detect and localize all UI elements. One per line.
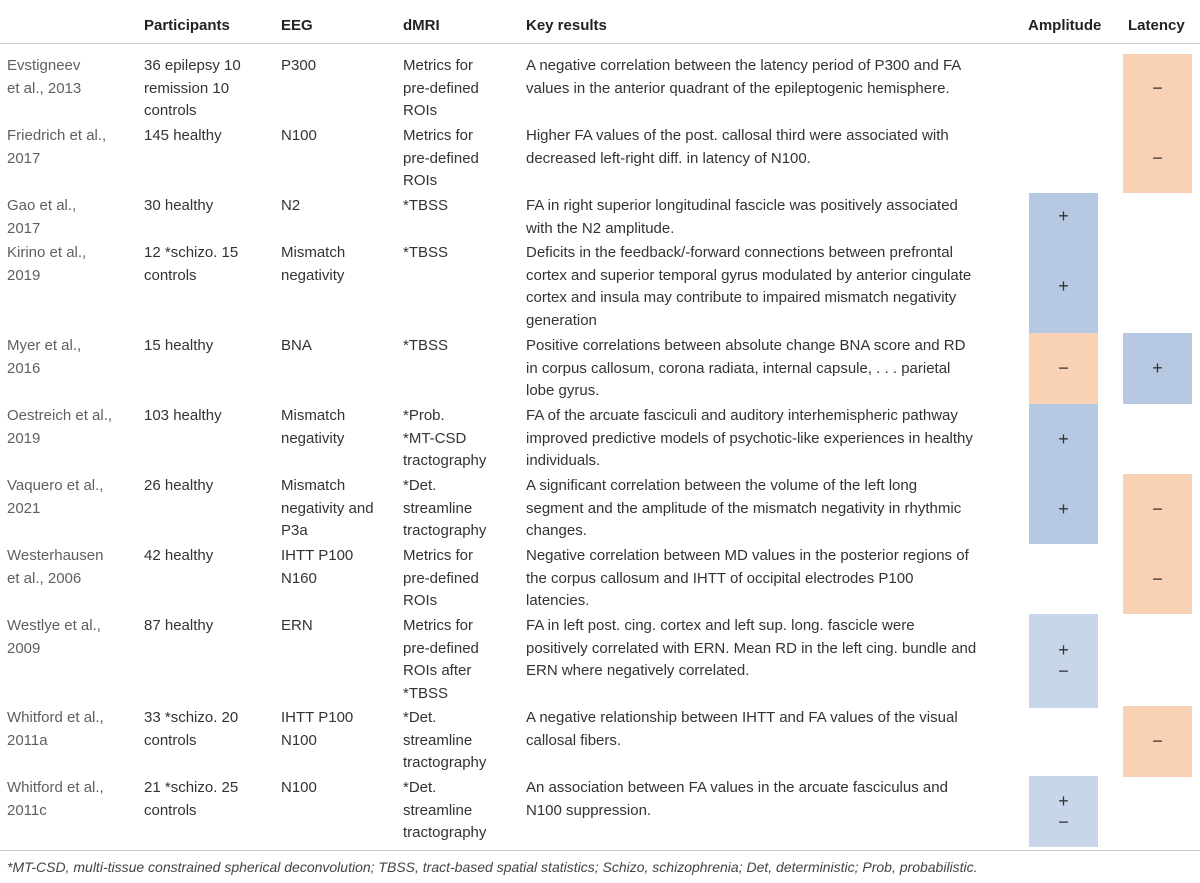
dmri-cell — [403, 545, 479, 613]
key-results-cell-line: FA in left post. cing. cortex and left sup. long. fascicle were — [526, 617, 915, 634]
dmri-cell — [403, 777, 486, 845]
eeg-cell-line: Mismatch — [281, 407, 346, 424]
bottom-rule — [0, 850, 1200, 851]
amplitude-effect — [1029, 240, 1098, 333]
participants-cell-line: 103 healthy — [144, 407, 222, 424]
dmri-cell — [403, 242, 448, 265]
study-cell — [7, 777, 104, 822]
participants-cell — [144, 125, 222, 148]
table-row — [0, 195, 1200, 242]
positive-sign: + — [1058, 428, 1069, 449]
key-results-cell-line: An association between FA values in the arcuate fasciculus and — [526, 779, 948, 796]
positive-sign: + — [1152, 358, 1163, 378]
eeg-cell-line: N160 — [281, 569, 317, 587]
key-results-cell — [526, 55, 961, 100]
study-cell — [7, 125, 106, 170]
dmri-cell-line: streamline — [403, 731, 473, 749]
study-cell-line: 2017 — [7, 219, 41, 237]
key-results-cell-line: FA in right superior longitudinal fascicle was positively associated — [526, 197, 958, 214]
table-header — [0, 0, 1200, 43]
study-cell-line: Westerhausen — [7, 547, 104, 564]
key-results-cell — [526, 475, 961, 543]
dmri-cell-line: *MT-CSD — [403, 429, 467, 447]
key-results-cell-line: A significant correlation between the volume of the left long — [526, 477, 918, 494]
study-cell-line: 2019 — [7, 266, 41, 284]
table-row — [0, 707, 1200, 777]
table-row — [0, 545, 1200, 615]
dmri-cell — [403, 335, 448, 358]
key-results-cell — [526, 195, 958, 240]
negative-sign: − — [1152, 498, 1163, 519]
eeg-cell — [281, 615, 313, 638]
header-dmri: dMRI — [403, 17, 440, 34]
key-results-cell — [526, 125, 949, 170]
header-rule — [0, 43, 1200, 44]
study-cell-line: Myer et al., — [7, 337, 82, 354]
participants-cell-line: 15 healthy — [144, 337, 214, 354]
key-results-cell-line: Positive correlations between absolute change BNA score and RD — [526, 337, 966, 354]
participants-cell — [144, 195, 213, 218]
dmri-cell — [403, 195, 448, 218]
eeg-cell — [281, 405, 345, 450]
participants-cell-line: 145 healthy — [144, 127, 222, 144]
key-results-cell — [526, 545, 969, 613]
dmri-cell-line: pre-defined — [403, 569, 479, 587]
dmri-cell — [403, 405, 486, 473]
participants-cell — [144, 475, 213, 498]
dmri-cell-line: *Det. — [403, 477, 437, 494]
study-cell — [7, 475, 103, 520]
study-cell — [7, 242, 86, 287]
study-cell-line: Friedrich et al., — [7, 127, 107, 144]
key-results-cell — [526, 777, 948, 822]
key-results-cell-line: latencies. — [526, 592, 590, 609]
key-results-cell-line: individuals. — [526, 452, 601, 469]
dmri-cell-line: pre-defined — [403, 79, 479, 97]
study-cell-line: et al., 2006 — [7, 569, 82, 587]
dmri-cell-line: tractography — [403, 754, 487, 771]
latency-effect — [1123, 544, 1192, 614]
key-results-cell — [526, 335, 965, 403]
negative-sign: − — [1152, 147, 1163, 168]
negative-sign: − — [1058, 358, 1069, 378]
eeg-cell-line: BNA — [281, 337, 312, 354]
eeg-cell-line: Mismatch — [281, 244, 346, 261]
negative-sign: − — [1058, 811, 1069, 832]
negative-sign: − — [1058, 661, 1069, 681]
study-cell-line: Whitford et al., — [7, 779, 104, 796]
eeg-cell-line: P300 — [281, 57, 317, 74]
latency-effect — [1123, 54, 1192, 123]
study-cell-line: 2011a — [7, 731, 48, 749]
table-row — [0, 55, 1200, 125]
amplitude-effect — [1029, 333, 1098, 404]
table-row — [0, 335, 1200, 405]
positive-sign: + — [1058, 276, 1069, 296]
negative-sign: − — [1152, 731, 1163, 751]
eeg-cell — [281, 475, 374, 543]
key-results-cell-line: segment and the amplitude of the mismatch negativity in rhythmic — [526, 499, 962, 517]
participants-cell-line: 21 *schizo. 25 — [144, 779, 239, 796]
key-results-cell-line: ERN where negatively correlated. — [526, 662, 750, 679]
participants-cell — [144, 615, 213, 638]
dmri-cell-line: pre-defined — [403, 639, 479, 657]
participants-cell-line: 42 healthy — [144, 547, 214, 564]
amplitude-effect — [1029, 776, 1098, 847]
participants-cell — [144, 242, 238, 287]
eeg-cell-line: IHTT P100 — [281, 547, 354, 564]
participants-cell-line: controls — [144, 801, 197, 819]
dmri-cell-line: tractography — [403, 824, 487, 841]
dmri-cell-line: ROIs — [403, 102, 438, 119]
participants-cell-line: 26 healthy — [144, 477, 214, 494]
dmri-cell — [403, 615, 479, 705]
participants-cell-line: remission 10 — [144, 79, 230, 97]
key-results-cell-line: cortex and superior temporal gyrus modulated by anterior cingulate — [526, 266, 972, 284]
study-cell-line: 2017 — [7, 149, 41, 167]
negative-sign: − — [1152, 78, 1163, 98]
participants-cell — [144, 405, 222, 428]
dmri-cell-line: streamline — [403, 801, 473, 819]
study-cell-line: 2019 — [7, 429, 41, 447]
key-results-cell-line: decreased left-right diff. in latency of N100. — [526, 149, 811, 167]
participants-cell-line: controls — [144, 102, 197, 119]
table-row — [0, 125, 1200, 195]
study-cell — [7, 195, 76, 240]
dmri-cell-line: ROIs — [403, 172, 438, 189]
table-row — [0, 242, 1200, 335]
positive-sign: + — [1058, 790, 1069, 811]
latency-effect — [1123, 123, 1192, 193]
participants-cell — [144, 335, 213, 358]
key-results-cell — [526, 405, 973, 473]
dmri-cell-line: *TBSS — [403, 684, 449, 702]
dmri-cell-line: *Det. — [403, 709, 437, 726]
key-results-cell-line: positively correlated with ERN. Mean RD in the left cing. bundle and — [526, 639, 977, 657]
amplitude-effect — [1029, 193, 1098, 240]
dmri-cell-line: tractography — [403, 452, 487, 469]
eeg-cell-line: ERN — [281, 617, 313, 634]
study-cell-line: Gao et al., — [7, 197, 77, 214]
eeg-cell-line: Mismatch — [281, 477, 346, 494]
eeg-cell-line: N2 — [281, 197, 301, 214]
eeg-cell — [281, 242, 345, 287]
eeg-cell-line: IHTT P100 — [281, 709, 354, 726]
key-results-cell — [526, 615, 976, 683]
dmri-cell-line: Metrics for — [403, 617, 474, 634]
key-results-cell-line: A negative correlation between the latency period of P300 and FA — [526, 57, 962, 74]
key-results-cell-line: FA of the arcuate fasciculi and auditory interhemispheric pathway — [526, 407, 958, 424]
key-results-cell — [526, 242, 971, 332]
amplitude-effect — [1029, 474, 1098, 544]
amplitude-effect — [1029, 614, 1098, 708]
dmri-cell — [403, 55, 479, 123]
header-key-results: Key results — [526, 17, 607, 34]
participants-cell — [144, 545, 213, 568]
dmri-cell-line: *TBSS — [403, 337, 449, 354]
study-cell — [7, 615, 101, 660]
dmri-cell-line: streamline — [403, 499, 473, 517]
key-results-cell-line: callosal fibers. — [526, 731, 622, 749]
study-cell-line: 2009 — [7, 639, 41, 657]
dmri-cell-line: ROIs — [403, 592, 438, 609]
participants-cell-line: 30 healthy — [144, 197, 214, 214]
key-results-cell-line: lobe gyrus. — [526, 382, 600, 399]
key-results-cell-line: cortex and insula may contribute to impaired mismatch negativity — [526, 289, 957, 306]
positive-sign: + — [1058, 498, 1069, 519]
eeg-cell-line: N100 — [281, 731, 317, 749]
study-cell — [7, 55, 81, 100]
participants-cell-line: 87 healthy — [144, 617, 214, 634]
table-row — [0, 615, 1200, 707]
key-results-cell-line: in corpus callosum, corona radiata, internal capsule, . . . parietal — [526, 359, 951, 377]
participants-cell-line: 33 *schizo. 20 — [144, 709, 239, 726]
key-results-cell — [526, 707, 958, 752]
study-cell-line: Westlye et al., — [7, 617, 101, 634]
participants-cell-line: 12 *schizo. 15 — [144, 244, 239, 261]
header-latency: Latency — [1128, 17, 1185, 34]
header-amplitude: Amplitude — [1028, 17, 1102, 34]
participants-cell-line: controls — [144, 266, 197, 284]
study-cell-line: 2021 — [7, 499, 41, 517]
positive-sign: + — [1058, 206, 1069, 226]
eeg-cell — [281, 777, 317, 800]
key-results-cell-line: generation — [526, 311, 597, 329]
latency-effect — [1123, 706, 1192, 777]
eeg-cell — [281, 335, 312, 358]
key-results-cell-line: N100 suppression. — [526, 801, 652, 819]
latency-effect — [1123, 474, 1192, 544]
study-cell — [7, 335, 81, 380]
study-cell-line: Oestreich et al., — [7, 407, 113, 424]
key-results-cell-line: improved predictive models of psychotic-like experiences in healthy — [526, 429, 973, 447]
header-eeg: EEG — [281, 17, 313, 34]
table-row — [0, 475, 1200, 545]
dmri-cell-line: *TBSS — [403, 197, 449, 214]
eeg-cell-line: P3a — [281, 522, 308, 539]
key-results-cell-line: with the N2 amplitude. — [526, 219, 675, 237]
dmri-cell-line: *Det. — [403, 779, 437, 796]
negative-sign: − — [1152, 568, 1163, 589]
study-cell — [7, 707, 104, 752]
eeg-cell — [281, 195, 300, 218]
study-cell-line: et al., 2013 — [7, 79, 82, 97]
eeg-cell-line: negativity and — [281, 499, 374, 517]
study-cell — [7, 405, 112, 450]
eeg-cell-line: negativity — [281, 429, 345, 447]
participants-cell-line: controls — [144, 731, 197, 749]
eeg-cell — [281, 545, 353, 590]
participants-cell-line: 36 epilepsy 10 — [144, 57, 241, 74]
dmri-cell — [403, 475, 486, 543]
amplitude-effect — [1029, 404, 1098, 474]
positive-sign: + — [1058, 640, 1069, 660]
key-results-cell-line: values in the anterior quadrant of the epileptogenic hemisphere. — [526, 79, 950, 97]
dmri-cell-line: ROIs after — [403, 662, 472, 679]
study-cell-line: Evstigneev — [7, 57, 81, 74]
dmri-cell-line: Metrics for — [403, 127, 474, 144]
study-cell-line: Whitford et al., — [7, 709, 104, 726]
key-results-cell-line: Negative correlation between MD values in the posterior regions of — [526, 547, 969, 564]
eeg-cell — [281, 55, 316, 78]
eeg-cell-line: N100 — [281, 779, 317, 796]
key-results-cell-line: changes. — [526, 522, 587, 539]
latency-effect — [1123, 333, 1192, 404]
key-results-cell-line: the corpus callosum and IHTT of occipital electrodes P100 — [526, 569, 914, 587]
dmri-cell-line: *TBSS — [403, 244, 449, 261]
dmri-cell-line: tractography — [403, 522, 487, 539]
study-cell-line: 2016 — [7, 359, 41, 377]
dmri-cell — [403, 707, 486, 775]
eeg-cell — [281, 707, 353, 752]
eeg-cell-line: negativity — [281, 266, 345, 284]
study-cell-line: 2011c — [7, 801, 47, 819]
key-results-cell-line: Deficits in the feedback/-forward connections between prefrontal — [526, 244, 953, 261]
table-row — [0, 405, 1200, 475]
eeg-cell — [281, 125, 317, 148]
table-footnote: *MT-CSD, multi-tissue constrained spherical deconvolution; TBSS, tract-based spatial statistics; Schizo, schizophrenia; Det, deterministic; Prob, probabilistic. — [7, 859, 978, 875]
key-results-cell-line: A negative relationship between IHTT and FA values of the visual — [526, 709, 958, 726]
participants-cell — [144, 55, 241, 123]
dmri-cell-line: Metrics for — [403, 547, 474, 564]
study-cell-line: Vaquero et al., — [7, 477, 104, 494]
dmri-cell-line: *Prob. — [403, 407, 445, 424]
dmri-cell — [403, 125, 479, 193]
participants-cell — [144, 707, 238, 752]
header-participants: Participants — [144, 17, 230, 34]
dmri-cell-line: pre-defined — [403, 149, 479, 167]
participants-cell — [144, 777, 238, 822]
study-cell-line: Kirino et al., — [7, 244, 87, 261]
study-cell — [7, 545, 103, 590]
table-row — [0, 777, 1200, 847]
key-results-cell-line: Higher FA values of the post. callosal third were associated with — [526, 127, 949, 144]
dmri-cell-line: Metrics for — [403, 57, 474, 74]
eeg-cell-line: N100 — [281, 127, 317, 144]
